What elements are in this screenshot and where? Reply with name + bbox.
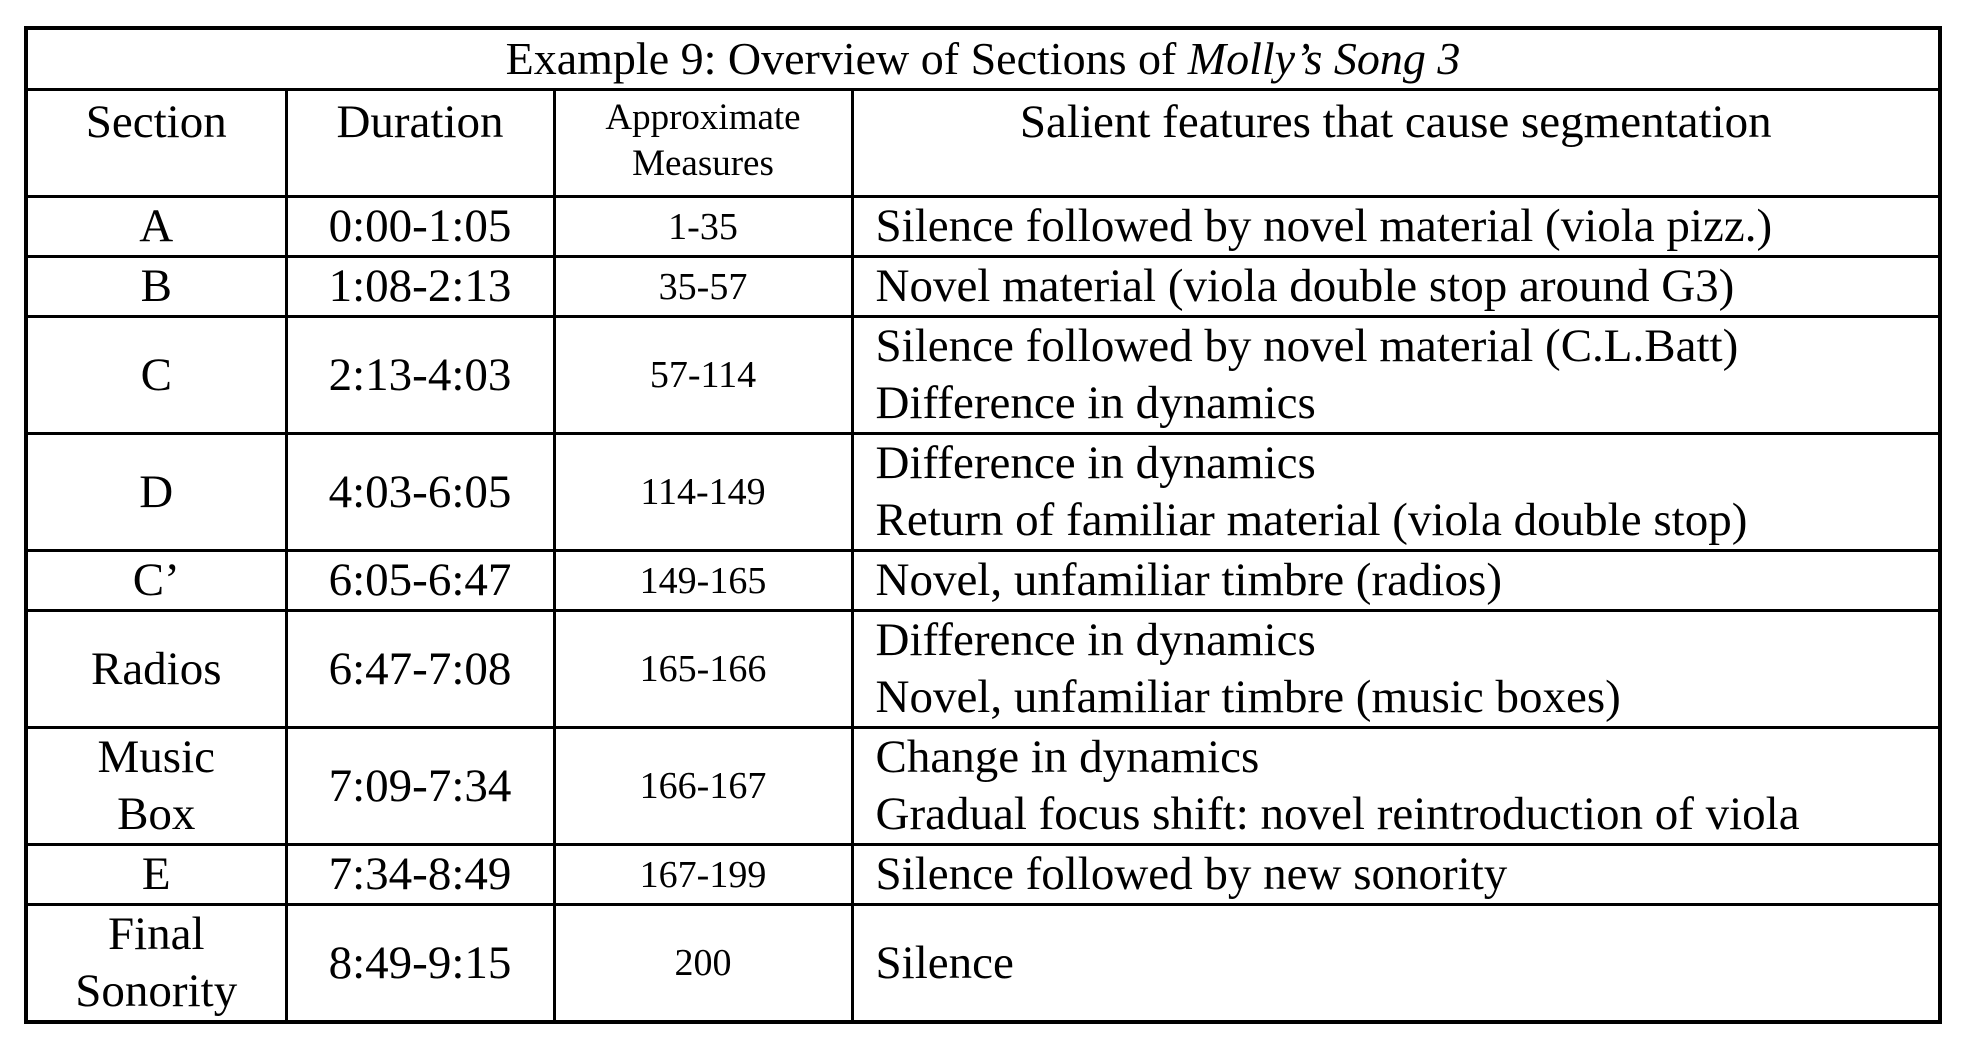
feature-line: Difference in dynamics: [875, 437, 1316, 489]
section-name: C’: [132, 554, 180, 606]
table-row: [26, 434, 1940, 551]
feature-line: Novel, unfamiliar timbre (radios): [875, 554, 1502, 606]
section-cell: [26, 728, 286, 845]
table-row: [26, 197, 1940, 257]
table-row: [26, 257, 1940, 317]
measures-cell: 200: [554, 905, 852, 1023]
table-caption: [26, 28, 1940, 90]
features-cell: [852, 905, 1940, 1023]
measures-cell: 149-165: [554, 551, 852, 611]
caption-work-title: Molly’s Song 3: [1187, 33, 1461, 84]
header-section: Section: [26, 90, 286, 197]
measures-cell: 35-57: [554, 257, 852, 317]
measures-cell: 57-114: [554, 317, 852, 434]
header-measures-line1: Approximate: [605, 97, 801, 138]
header-measures-line2: Measures: [632, 143, 774, 184]
sections-overview-table: [24, 26, 1942, 1024]
feature-line: Return of familiar material (viola double stop): [875, 494, 1748, 546]
section-cell: [26, 611, 286, 728]
duration-cell: 7:34-8:49: [286, 845, 554, 905]
features-cell: [852, 728, 1940, 845]
table-row: [26, 551, 1940, 611]
feature-line: Novel, unfamiliar timbre (music boxes): [875, 671, 1621, 723]
table-row: [26, 905, 1940, 1023]
duration-cell: 2:13-4:03: [286, 317, 554, 434]
section-cell: [26, 197, 286, 257]
section-name: Box: [117, 788, 196, 840]
section-name: C: [140, 348, 172, 401]
feature-line: Silence followed by new sonority: [875, 848, 1508, 900]
section-cell: [26, 845, 286, 905]
section-name: A: [139, 200, 174, 252]
features-cell: [852, 551, 1940, 611]
header-salient-features: Salient features that cause segmentation: [852, 90, 1940, 197]
section-name: E: [141, 848, 171, 900]
duration-cell: 6:47-7:08: [286, 611, 554, 728]
feature-line: Change in dynamics: [875, 731, 1260, 783]
section-name: Sonority: [75, 965, 238, 1017]
table-row: [26, 317, 1940, 434]
measures-cell: 166-167: [554, 728, 852, 845]
section-cell: [26, 905, 286, 1023]
measures-cell: 1-35: [554, 197, 852, 257]
section-cell: [26, 317, 286, 434]
feature-line: Difference in dynamics: [875, 614, 1316, 666]
header-row: [26, 90, 1940, 197]
feature-line: Silence followed by novel material (viola pizz.): [875, 200, 1773, 252]
caption-prefix: Example 9: Overview of Sections of: [505, 33, 1188, 84]
feature-line: Gradual focus shift: novel reintroduction of viola: [875, 788, 1800, 840]
features-cell: [852, 317, 1940, 434]
features-cell: [852, 611, 1940, 728]
duration-cell: 7:09-7:34: [286, 728, 554, 845]
feature-line: Silence: [875, 936, 1014, 989]
duration-cell: 4:03-6:05: [286, 434, 554, 551]
duration-cell: 1:08-2:13: [286, 257, 554, 317]
table-body: [26, 197, 1940, 1023]
table-row: [26, 728, 1940, 845]
section-name: D: [139, 465, 174, 518]
features-cell: [852, 434, 1940, 551]
measures-cell: 114-149: [554, 434, 852, 551]
feature-line: Difference in dynamics: [875, 377, 1316, 429]
header-duration: Duration: [286, 90, 554, 197]
duration-cell: 8:49-9:15: [286, 905, 554, 1023]
duration-cell: 0:00-1:05: [286, 197, 554, 257]
feature-line: Novel material (viola double stop around G3): [875, 260, 1735, 312]
caption-row: [26, 28, 1940, 90]
section-name: Final: [107, 908, 205, 960]
section-cell: [26, 551, 286, 611]
features-cell: [852, 197, 1940, 257]
features-cell: [852, 845, 1940, 905]
features-cell: [852, 257, 1940, 317]
table-row: [26, 611, 1940, 728]
measures-cell: 167-199: [554, 845, 852, 905]
section-cell: [26, 434, 286, 551]
table-row: [26, 845, 1940, 905]
header-approximate-measures: [554, 90, 852, 197]
section-name: Radios: [90, 642, 222, 695]
section-cell: [26, 257, 286, 317]
measures-cell: 165-166: [554, 611, 852, 728]
section-name: Music: [97, 731, 215, 783]
section-name: B: [140, 260, 172, 312]
feature-line: Silence followed by novel material (C.L.Batt): [875, 320, 1739, 372]
duration-cell: 6:05-6:47: [286, 551, 554, 611]
